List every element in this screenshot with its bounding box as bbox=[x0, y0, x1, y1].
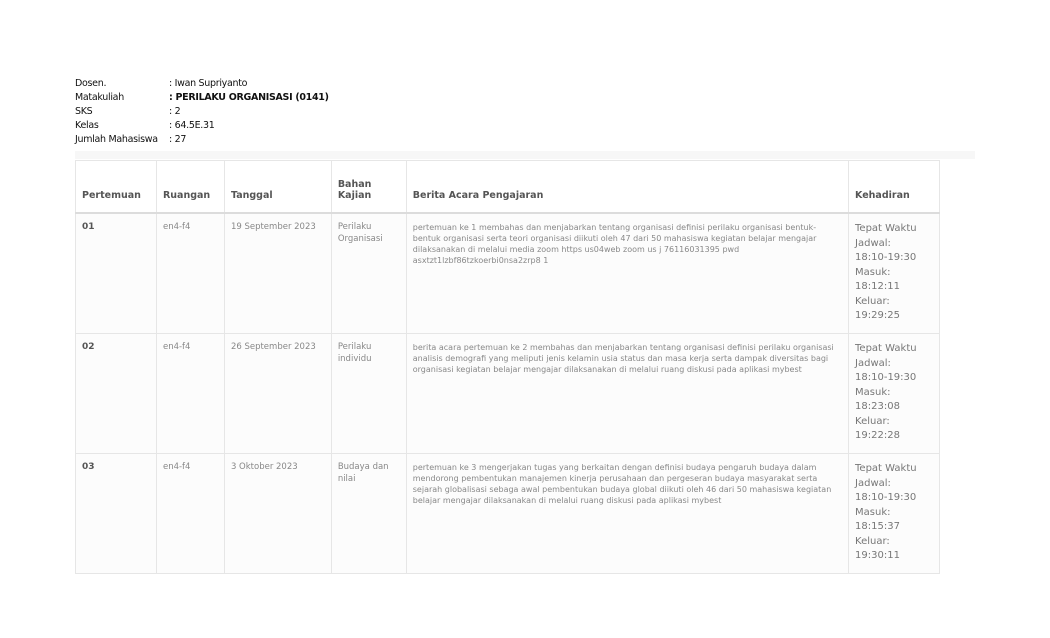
header-bahan-kajian: Bahan Kajian bbox=[331, 161, 406, 214]
cell-kehadiran bbox=[849, 213, 940, 334]
info-row-dosen bbox=[75, 77, 329, 91]
info-row-kelas bbox=[75, 119, 329, 133]
cell-pertemuan: 02 bbox=[76, 334, 157, 454]
cell-ruangan: en4-f4 bbox=[156, 213, 224, 334]
kehadiran-masuk-label: Masuk: bbox=[855, 386, 891, 398]
cell-kehadiran bbox=[849, 454, 940, 574]
kehadiran-keluar: 19:30:11 bbox=[855, 550, 900, 561]
cell-pertemuan: 01 bbox=[76, 213, 157, 334]
kehadiran-keluar-label: Keluar: bbox=[855, 415, 890, 427]
info-label: Dosen. bbox=[75, 78, 107, 89]
header-ruangan: Ruangan bbox=[156, 161, 224, 214]
info-row-jumlah-mahasiswa bbox=[75, 133, 329, 147]
info-value: : Iwan Supriyanto bbox=[169, 78, 248, 89]
header-pertemuan: Pertemuan bbox=[76, 161, 157, 214]
kehadiran-keluar: 19:29:25 bbox=[855, 310, 900, 321]
info-label: Matakuliah bbox=[75, 92, 124, 103]
table-header-row bbox=[76, 161, 940, 214]
kehadiran-keluar-label: Keluar: bbox=[855, 535, 890, 547]
kehadiran-jadwal-label: Jadwal: bbox=[855, 357, 891, 369]
cell-bahan-kajian: Perilaku individu bbox=[331, 334, 406, 454]
kehadiran-status: Tepat Waktu bbox=[855, 343, 917, 354]
cell-ruangan: en4-f4 bbox=[156, 454, 224, 574]
cell-tanggal: 19 September 2023 bbox=[224, 213, 331, 334]
kehadiran-masuk-label: Masuk: bbox=[855, 266, 891, 278]
cell-tanggal: 26 September 2023 bbox=[224, 334, 331, 454]
kehadiran-masuk: 18:23:08 bbox=[855, 401, 900, 412]
header-kehadiran: Kehadiran bbox=[849, 161, 940, 214]
kehadiran-jadwal: 18:10-19:30 bbox=[855, 252, 917, 263]
course-info bbox=[75, 77, 329, 147]
table-top-band bbox=[75, 151, 975, 159]
cell-kehadiran bbox=[849, 334, 940, 454]
table-row bbox=[76, 213, 940, 334]
kehadiran-masuk: 18:15:37 bbox=[855, 521, 900, 532]
attendance-table bbox=[75, 160, 940, 574]
kehadiran-keluar: 19:22:28 bbox=[855, 430, 900, 441]
kehadiran-masuk-label: Masuk: bbox=[855, 506, 891, 518]
kehadiran-jadwal: 18:10-19:30 bbox=[855, 372, 917, 383]
info-value: : 27 bbox=[169, 134, 187, 145]
kehadiran-masuk: 18:12:11 bbox=[855, 281, 900, 292]
info-row-matakuliah bbox=[75, 91, 329, 105]
kehadiran-jadwal-label: Jadwal: bbox=[855, 237, 891, 249]
info-row-sks bbox=[75, 105, 329, 119]
cell-pertemuan: 03 bbox=[76, 454, 157, 574]
table-row bbox=[76, 454, 940, 574]
cell-tanggal: 3 Oktober 2023 bbox=[224, 454, 331, 574]
cell-ruangan: en4-f4 bbox=[156, 334, 224, 454]
kehadiran-jadwal-label: Jadwal: bbox=[855, 477, 891, 489]
header-berita-acara: Berita Acara Pengajaran bbox=[406, 161, 848, 214]
table-row bbox=[76, 334, 940, 454]
cell-berita-acara: pertemuan ke 3 mengerjakan tugas yang berkaitan dengan definisi budaya pengaruh budaya dalam mendorong pembentukan manajemen kinerja perusahaan dan pergeseran budaya masyarakat serta sejarah globalisasi sebaga awal pembentukan budaya global diikuti oleh 46 dari 50 mahasiswa kegiatan belajar mengajar dilaksanakan di melalui ruang diskusi pada aplikasi mybest bbox=[406, 454, 848, 574]
kehadiran-status: Tepat Waktu bbox=[855, 223, 917, 234]
info-value: : PERILAKU ORGANISASI (0141) bbox=[169, 92, 329, 103]
header-tanggal: Tanggal bbox=[224, 161, 331, 214]
cell-berita-acara: pertemuan ke 1 membahas dan menjabarkan tentang organisasi definisi perilaku organisasi bentuk-bentuk organisasi serta teori organisasi diikuti oleh 47 dari 50 mahasiswa kegiatan belajar mengajar dilaksanakan di melalui media zoom https us04web zoom us j 76116031395 pwd asxtzt1lzbf86tzkoerbi0nsa2zrp8 1 bbox=[406, 213, 848, 334]
info-label: SKS bbox=[75, 106, 93, 117]
info-label: Jumlah Mahasiswa bbox=[75, 134, 158, 145]
kehadiran-jadwal: 18:10-19:30 bbox=[855, 492, 917, 503]
kehadiran-keluar-label: Keluar: bbox=[855, 295, 890, 307]
info-value: : 64.5E.31 bbox=[169, 120, 215, 131]
info-label: Kelas bbox=[75, 120, 99, 131]
kehadiran-status: Tepat Waktu bbox=[855, 463, 917, 474]
cell-berita-acara: berita acara pertemuan ke 2 membahas dan menjabarkan tentang organisasi definisi perilaku organisasi analisis demografi yang meliputi jenis kelamin usia status dan masa kerja serta dampak diversitas bagi organisasi kegiatan belajar mengajar dilaksanakan di melalui ruang diskusi pada aplikasi mybest bbox=[406, 334, 848, 454]
cell-bahan-kajian: Budaya dan nilai bbox=[331, 454, 406, 574]
cell-bahan-kajian: Perilaku Organisasi bbox=[331, 213, 406, 334]
info-value: : 2 bbox=[169, 106, 181, 117]
